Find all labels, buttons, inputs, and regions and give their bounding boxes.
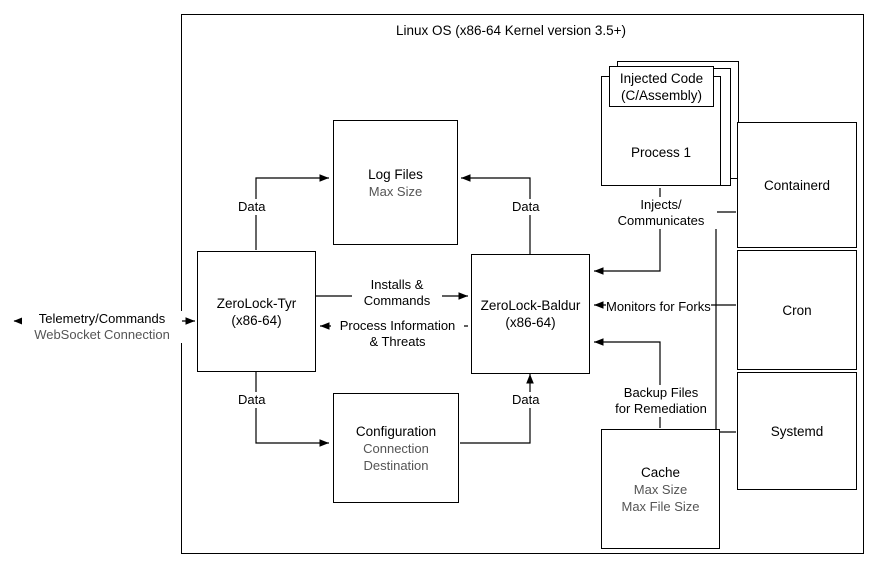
edge-label-injects-communicates <box>605 197 717 229</box>
process1-title: Process 1 <box>630 145 692 160</box>
node-containerd <box>737 122 857 248</box>
cache-sub2: Max File Size <box>621 498 700 514</box>
cron-title: Cron <box>782 302 812 318</box>
edge-label-telemetry <box>22 311 182 343</box>
edge-label-process-information <box>331 318 464 350</box>
configuration-title: Configuration <box>355 423 437 439</box>
node-configuration <box>333 393 459 503</box>
edge-label-data-baldur-log: Data <box>512 199 540 214</box>
installs-line1: Installs & <box>370 277 424 292</box>
linux-os-label: Linux OS (x86-64 Kernel version 3.5+) <box>396 23 626 38</box>
baldur-title: ZeroLock-Baldur <box>480 298 581 313</box>
node-zerolock-baldur <box>471 254 590 374</box>
injects-line1: Injects/ <box>640 197 682 212</box>
backup-line1: Backup Files <box>623 385 699 400</box>
node-cron <box>737 250 857 370</box>
injects-line2: Communicates <box>617 213 705 228</box>
node-injected-code <box>609 66 714 107</box>
procinfo-line2: & Threats <box>369 334 426 349</box>
edge-label-data-tyr-log: Data <box>238 199 266 214</box>
configuration-sub1: Connection <box>363 440 429 456</box>
systemd-title: Systemd <box>770 423 824 439</box>
injected-code-line2: (C/Assembly) <box>620 87 702 103</box>
log-files-title: Log Files <box>368 166 423 182</box>
edge-label-data-tyr-config: Data <box>238 392 266 407</box>
baldur-sub: (x86-64) <box>505 315 556 330</box>
tyr-title: ZeroLock-Tyr <box>216 295 297 311</box>
tyr-sub: (x86-64) <box>231 312 282 328</box>
containerd-title: Containerd <box>763 177 831 193</box>
installs-line2: Commands <box>363 293 431 308</box>
procinfo-line1: Process Information <box>339 318 456 333</box>
configuration-sub2: Destination <box>363 457 429 473</box>
node-systemd <box>737 372 857 490</box>
node-zerolock-tyr <box>197 251 316 372</box>
edge-label-backup-files <box>607 385 715 417</box>
edge-label-data-config-baldur: Data <box>512 392 540 407</box>
backup-line2: for Remediation <box>615 401 707 416</box>
cache-title: Cache <box>640 464 681 480</box>
edge-label-monitors-forks: Monitors for Forks <box>606 299 711 314</box>
telemetry-line1: Telemetry/Commands <box>38 311 166 326</box>
injected-code-line1: Injected Code <box>619 70 704 86</box>
edge-label-installs-commands <box>352 277 442 309</box>
node-cache <box>601 429 720 549</box>
cache-sub1: Max Size <box>633 481 688 497</box>
telemetry-line2: WebSocket Connection <box>34 327 170 342</box>
log-files-sub: Max Size <box>368 183 423 199</box>
node-log-files <box>333 120 458 245</box>
